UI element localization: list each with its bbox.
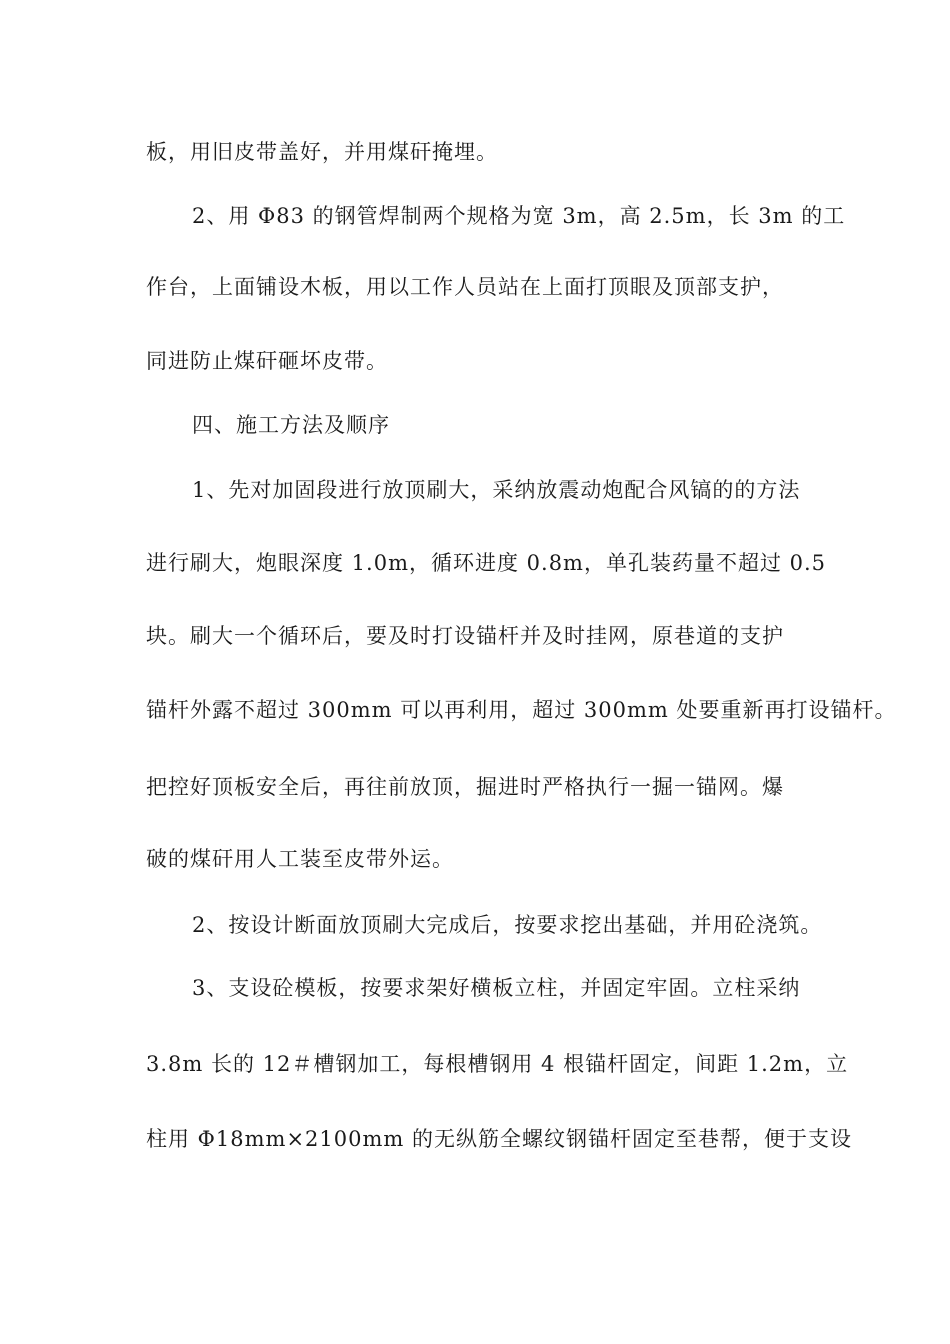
paragraph-line: 锚杆外露不超过 300mm 可以再利用，超过 300mm 处要重新再打设锚杆。	[146, 698, 897, 722]
paragraph-line: 作台，上面铺设木板，用以工作人员站在上面打顶眼及顶部支护，	[146, 275, 784, 299]
paragraph-line: 2、按设计断面放顶刷大完成后，按要求挖出基础，并用砼浇筑。	[192, 913, 823, 937]
paragraph-line: 进行刷大，炮眼深度 1.0m，循环进度 0.8m，单孔装药量不超过 0.5	[146, 551, 827, 575]
paragraph-line: 板，用旧皮带盖好，并用煤矸掩埋。	[146, 140, 498, 164]
paragraph-line: 2、用 Φ83 的钢管焊制两个规格为宽 3m，高 2.5m，长 3m 的工	[192, 204, 846, 228]
section-heading: 四、施工方法及顺序	[192, 413, 390, 437]
paragraph-line: 3.8m 长的 12＃槽钢加工，每根槽钢用 4 根锚杆固定，间距 1.2m，立	[146, 1052, 849, 1076]
paragraph-line: 同进防止煤矸砸坏皮带。	[146, 349, 388, 373]
paragraph-line: 柱用 Φ18mm×2100mm 的无纵筋全螺纹钢锚杆固定至巷帮，便于支设	[146, 1127, 852, 1151]
paragraph-line: 破的煤矸用人工装至皮带外运。	[146, 847, 454, 871]
paragraph-line: 1、先对加固段进行放顶刷大，采纳放震动炮配合风镐的的方法	[192, 478, 801, 502]
paragraph-line: 块。刷大一个循环后，要及时打设锚杆并及时挂网，原巷道的支护	[146, 624, 784, 648]
paragraph-line: 3、支设砼模板，按要求架好横板立柱，并固定牢固。立柱采纳	[192, 976, 801, 1000]
paragraph-line: 把控好顶板安全后，再往前放顶，掘进时严格执行一掘一锚网。爆	[146, 775, 784, 799]
